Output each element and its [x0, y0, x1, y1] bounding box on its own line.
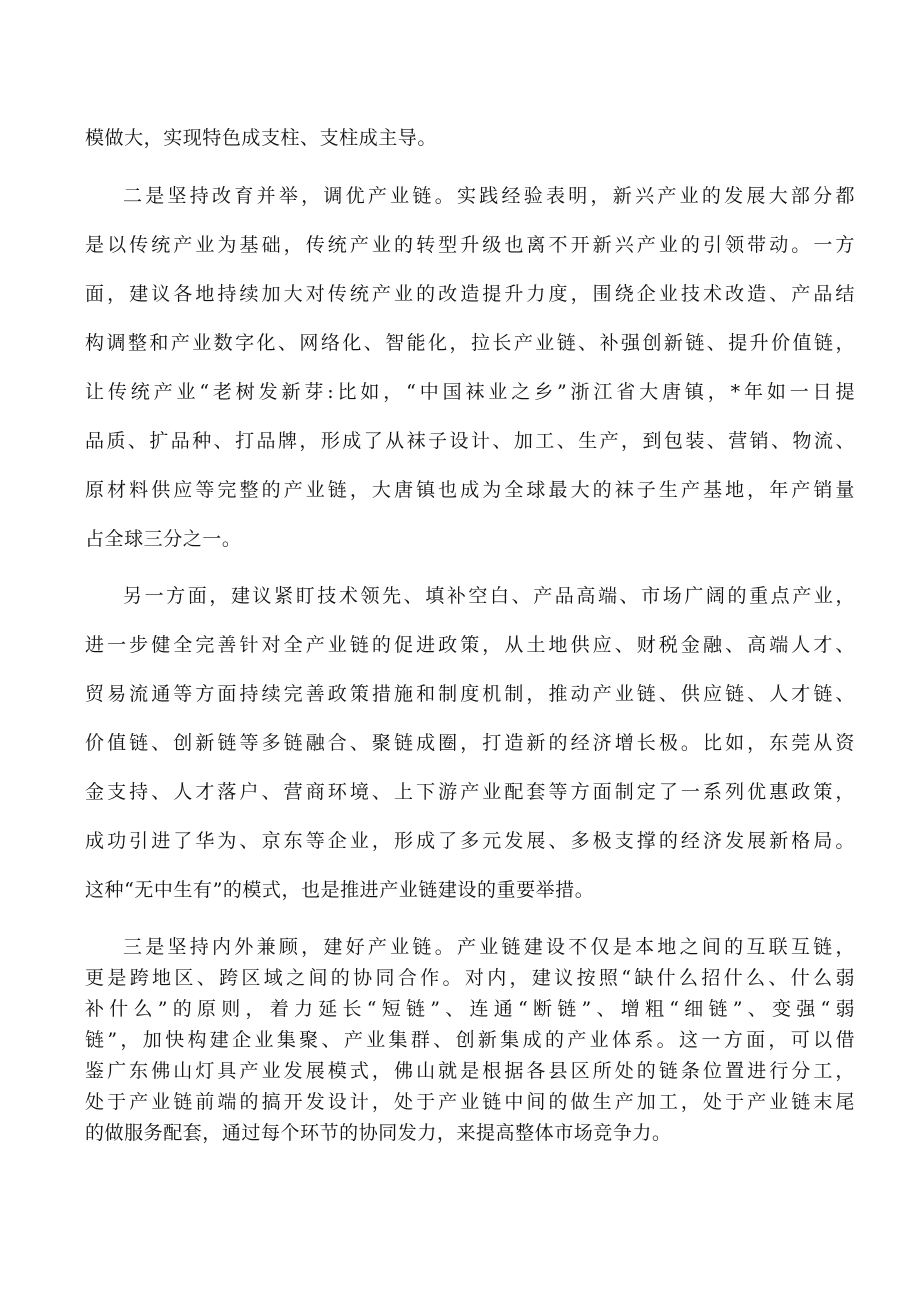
paragraph-line: 这种“无中生有”的模式，也是推进产业链建设的重要举措。: [85, 879, 595, 901]
paragraph-line: 构调整和产业数字化、网络化、智能化，拉长产业链、补强创新链、提升价值链，: [85, 332, 855, 354]
paragraph-line: 三是坚持内外兼顾，建好产业链。产业链建设不仅是本地之间的互联互链，: [123, 936, 855, 958]
paragraph-line: 是以传统产业为基础，传统产业的转型升级也离不开新兴产业的引领带动。一方: [85, 234, 855, 256]
paragraph-line: 更是跨地区、跨区域之间的协同合作。对内，建议按照“缺什么招什么、什么弱: [85, 967, 855, 989]
paragraph-3: [85, 572, 855, 915]
paragraph-line: 模做大，实现特色成支柱、支柱成主导。: [85, 127, 437, 149]
paragraph-line: 成功引进了华为、京东等企业，形成了多元发展、多极支撑的经济发展新格局。: [85, 830, 855, 852]
paragraph-line: 让传统产业“老树发新芽:比如，“中国袜业之乡”浙江省大唐镇，*年如一日提: [85, 381, 855, 403]
paragraph-line: 占全球三分之一。: [85, 528, 242, 550]
paragraph-line: 价值链、创新链等多链融合、聚链成圈，打造新的经济增长极。比如，东莞从资: [85, 732, 855, 754]
paragraph-line: 进一步健全完善针对全产业链的促进政策，从土地供应、财税金融、高端人才、: [85, 634, 855, 656]
paragraph-line: 处于产业链前端的搞开发设计，处于产业链中间的做生产加工，处于产业链末尾: [85, 1091, 855, 1113]
paragraph-4: [85, 932, 855, 1149]
paragraph-1-tail: [85, 114, 855, 163]
paragraph-line: 补什么”的原则，着力延长“短链”、连通“断链”、增粗“细链”、变强“弱: [85, 998, 855, 1020]
paragraph-line: 鉴广东佛山灯具产业发展模式，佛山就是根据各县区所处的链条位置进行分工，: [85, 1060, 855, 1082]
paragraph-line: 二是坚持改育并举，调优产业链。实践经验表明，新兴产业的发展大部分都: [123, 185, 855, 207]
paragraph-line: 原材料供应等完整的产业链，大唐镇也成为全球最大的袜子生产基地，年产销量: [85, 479, 855, 501]
paragraph-2: [85, 172, 855, 564]
paragraph-line: 贸易流通等方面持续完善政策措施和制度机制，推动产业链、供应链、人才链、: [85, 683, 855, 705]
paragraph-line: 链”，加快构建企业集聚、产业集群、创新集成的产业体系。这一方面，可以借: [85, 1029, 855, 1051]
paragraph-line: 金支持、人才落户、营商环境、上下游产业配套等方面制定了一系列优惠政策，: [85, 781, 855, 803]
paragraph-line: 的做服务配套，通过每个环节的协同发力，来提高整体市场竞争力。: [85, 1122, 672, 1144]
paragraph-line: 面，建议各地持续加大对传统产业的改造提升力度，围绕企业技术改造、产品结: [85, 283, 855, 305]
paragraph-line: 品质、扩品种、打品牌，形成了从袜子设计、加工、生产，到包装、营销、物流、: [85, 430, 855, 452]
paragraph-line: 另一方面，建议紧盯技术领先、填补空白、产品高端、市场广阔的重点产业，: [123, 585, 855, 607]
